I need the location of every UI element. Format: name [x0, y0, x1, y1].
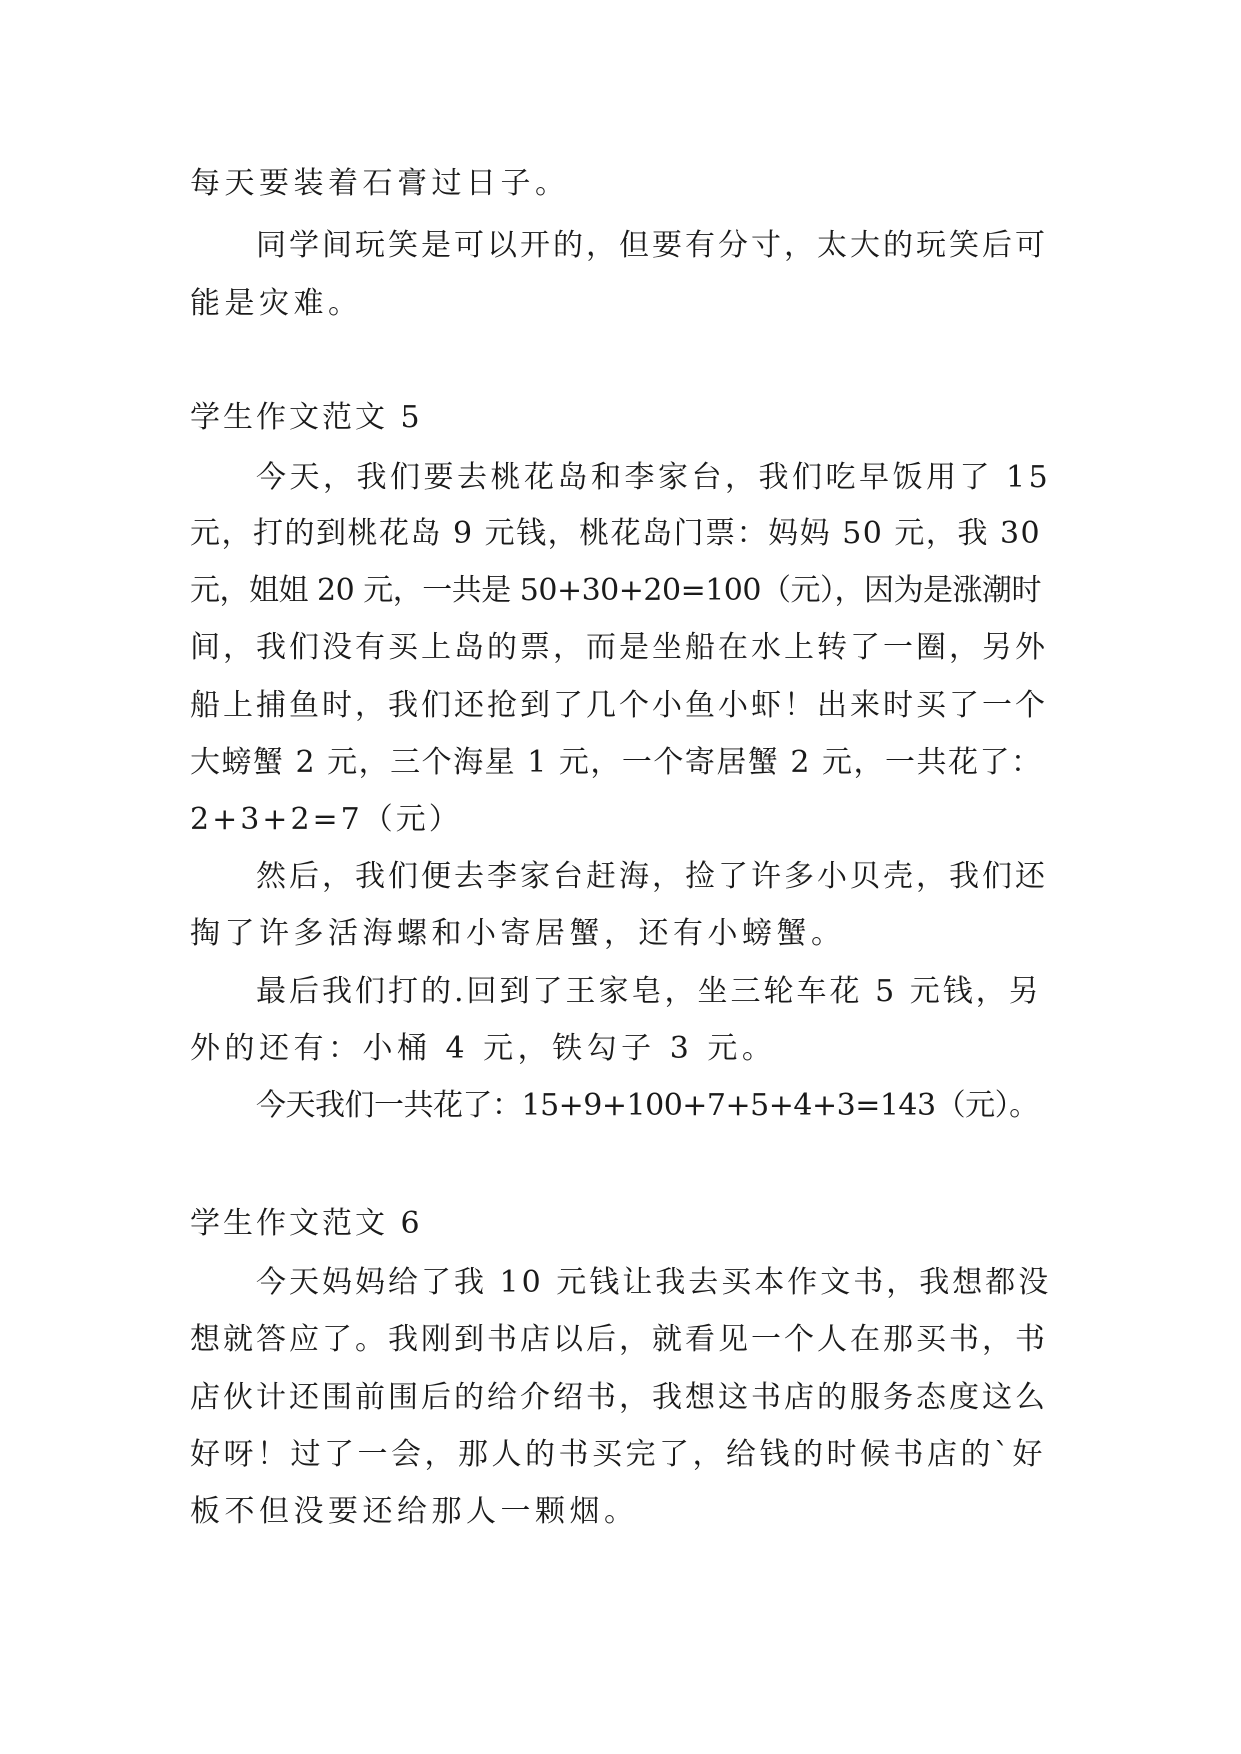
paragraph-line: 2+3+2=7（元） [190, 802, 462, 837]
section-heading: 学生作文范文 6 [190, 1206, 423, 1241]
paragraph-line: 店伙计还围前围后的给介绍书，我想这书店的服务态度这么 [190, 1380, 1048, 1415]
paragraph-line: 然后，我们便去李家台赶海，捡了许多小贝壳，我们还 [256, 859, 1048, 894]
paragraph-line: 今天，我们要去桃花岛和李家台，我们吃早饭用了 15 [256, 460, 1052, 495]
paragraph-line: 掏了许多活海螺和小寄居蟹，还有小螃蟹。 [190, 916, 846, 951]
paragraph-line: 元，姐姐 20 元，一共是 50+30+20=100（元），因为是涨潮时 [190, 573, 1041, 608]
paragraph-line: 元，打的到桃花岛 9 元钱，桃花岛门票：妈妈 50 元，我 30 [190, 516, 1042, 551]
paragraph-line: 能是灾难。 [190, 286, 363, 321]
section-heading: 学生作文范文 5 [190, 400, 423, 435]
paragraph-line: 今天我们一共花了：15+9+100+7+5+4+3=143（元）。 [256, 1088, 1039, 1123]
paragraph-line: 板不但没要还给那人一颗烟。 [190, 1494, 639, 1529]
paragraph-line: 今天妈妈给了我 10 元钱让我去买本作文书，我想都没 [256, 1265, 1052, 1300]
paragraph-line: 间，我们没有买上岛的票，而是坐船在水上转了一圈，另外 [190, 630, 1048, 665]
paragraph-line: 每天要装着石膏过日子。 [190, 166, 570, 201]
paragraph-line: 大螃蟹 2 元，三个海星 1 元，一个寄居蟹 2 元，一共花了： [190, 745, 1043, 780]
paragraph-line: 想就答应了。我刚到书店以后，就看见一个人在那买书，书 [190, 1322, 1048, 1357]
paragraph-line: 外的还有：小桶 4 元，铁勾子 3 元。 [190, 1031, 777, 1066]
paragraph-line: 最后我们打的.回到了王家皂，坐三轮车花 5 元钱，另 [256, 974, 1042, 1009]
paragraph-line: 好呀！过了一会，那人的书买完了，给钱的时候书店的`好 [190, 1437, 1046, 1472]
paragraph-line: 同学间玩笑是可以开的，但要有分寸，太大的玩笑后可 [256, 228, 1048, 263]
paragraph-line: 船上捕鱼时，我们还抢到了几个小鱼小虾！出来时买了一个 [190, 688, 1048, 723]
